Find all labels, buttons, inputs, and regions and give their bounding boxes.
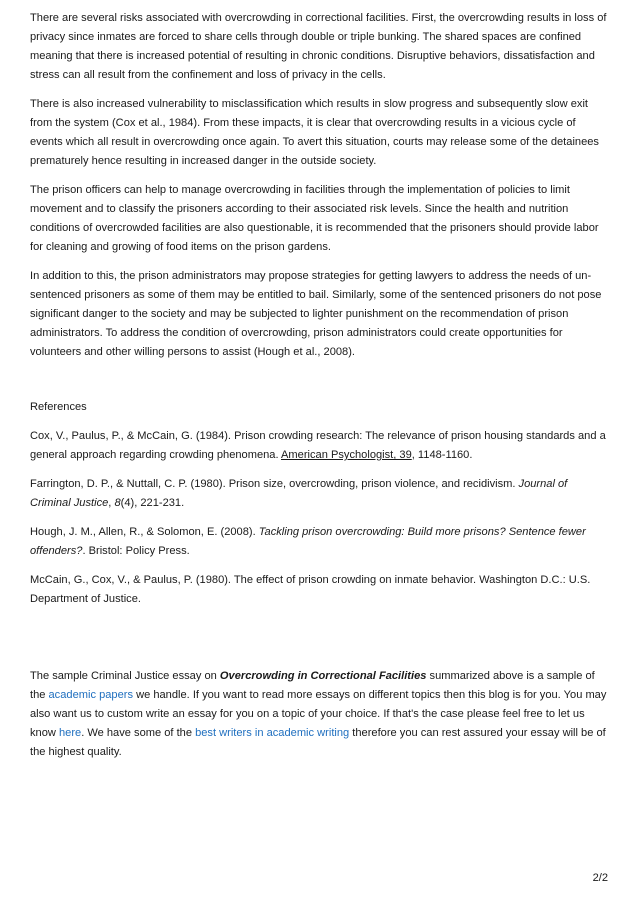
essay-title: Overcrowding in Correctional Facilities bbox=[219, 670, 427, 682]
footer-text: we handle. If you want to read more essays on different topics then this blog is for you. You may also want us to custom write an essay for you on a topic of your choice. If that's the case please feel free to let us know bbox=[30, 689, 607, 739]
reference-pages: , 1148-1160. bbox=[411, 449, 473, 461]
reference-publisher: . Bristol: Policy Press. bbox=[82, 545, 190, 557]
reference-text: Farrington, D. P., & Nuttall, C. P. (1980). Prison size, overcrowding, prison violence, and recidivism. bbox=[30, 478, 519, 490]
footer-text: summarized above is a sample of the bbox=[30, 670, 595, 701]
document-page bbox=[30, 9, 610, 772]
body-paragraph-1: There are several risks associated with overcrowding in correctional facilities. First, the overcrowding results in loss of privacy since inmates are forced to share cells through double or triple bunking. The shared spaces are confined meaning that there is increased potential of resulting in chronic conditions. Disruptive behaviors, dissatisfaction and stress can all result from the confinement and loss of privacy in the cells. bbox=[30, 12, 607, 81]
reference-mccain: McCain, G., Cox, V., & Paulus, P. (1980). The effect of prison crowding on inmate behavior. Washington D.C.: U.S. Department of Justice. bbox=[30, 574, 591, 605]
reference-title: Tackling prison overcrowding: Build more prisons? Sentence fewer offenders? bbox=[30, 526, 586, 557]
reference-hough bbox=[30, 523, 610, 561]
page-number: 2/2 bbox=[592, 872, 608, 884]
reference-journal: Journal of Criminal Justice bbox=[30, 478, 568, 509]
body-paragraph-2: There is also increased vulnerability to misclassification which results in slow progress and subsequently slow exit from the system (Cox et al., 1984). From these impacts, it is clear that overcrowding results in a vicious cycle of events which all result in overcrowding once again. To avert this situation, courts may release some of the detainees prematurely hence resulting in increased danger in the outside society. bbox=[30, 98, 599, 167]
here-link[interactable]: here bbox=[58, 727, 82, 739]
reference-pages: (4), 221-231. bbox=[120, 497, 185, 509]
references-heading: References bbox=[30, 401, 87, 413]
reference-source: American Psychologist, 39 bbox=[281, 449, 412, 461]
reference-text: Cox, V., Paulus, P., & McCain, G. (1984). Prison crowding research: The relevance of prison housing standards and a general approach regarding crowding phenomena. bbox=[30, 430, 606, 461]
footer-text: therefore you can rest assured your essay will be of the highest quality. bbox=[30, 727, 606, 758]
footer-note bbox=[30, 667, 610, 762]
best-writers-link[interactable]: best writers in academic writing bbox=[195, 727, 350, 739]
reference-text: Hough, J. M., Allen, R., & Solomon, E. (2008). bbox=[30, 526, 259, 538]
footer-text: The sample Criminal Justice essay on bbox=[30, 670, 220, 682]
reference-volume: 8 bbox=[114, 497, 121, 509]
footer-text: . We have some of the bbox=[81, 727, 196, 739]
body-paragraph-3: The prison officers can help to manage overcrowding in facilities through the implementation of policies to limit movement and to classify the prisoners according to their associated risk levels. Since the health and nutrition conditions of overcrowded facilities are also questionable, it is recommended that the prisoners should provide labor for cleaning and growing of food items on the prison gardens. bbox=[30, 184, 599, 253]
reference-cox bbox=[30, 427, 610, 465]
academic-papers-link[interactable]: academic papers bbox=[48, 689, 133, 701]
body-paragraph-4: In addition to this, the prison administrators may propose strategies for getting lawyers to address the needs of un-sentenced prisoners as some of them may be entitled to bail. Similarly, some of the sentenced prisoners do not pose significant danger to the society and may be subjected to lighter punishment on the recommendation of prison administrators. To address the condition of overcrowding, prison administrators could create opportunities for volunteers and other willing persons to assist (Hough et al., 2008). bbox=[30, 270, 602, 358]
reference-separator: , bbox=[108, 497, 115, 509]
reference-farrington bbox=[30, 475, 610, 513]
